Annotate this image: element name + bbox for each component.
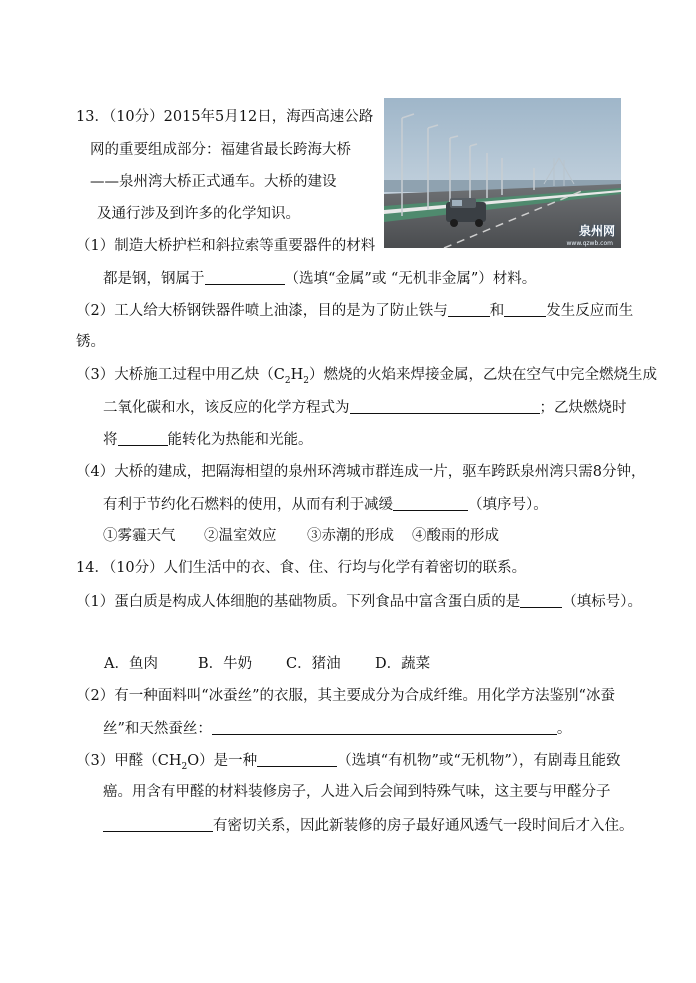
q14-part2-line1: （2）有一种面料叫“冰蚕丝”的衣服，其主要成分为合成纤维。用化学方法鉴别“冰蚕	[76, 688, 615, 704]
q13-part3-line1	[76, 366, 657, 390]
q13-part4-text-a: 有利于节约化石燃料的使用，从而有利于减缓	[103, 497, 393, 513]
q14-part1-text-a: （1）蛋白质是构成人体细胞的基础物质。下列食品中富含蛋白质的是	[76, 594, 521, 610]
answer-blank-10[interactable]	[103, 816, 213, 832]
option-1[interactable]: ①雾霾天气	[103, 528, 176, 544]
q13-part3-text-b: ）燃烧的火焰来焊接金属，乙炔在空气中完全燃烧生成	[308, 367, 657, 383]
choice-b[interactable]: B．牛奶	[198, 656, 253, 672]
q13-part3-text-c: 二氧化碳和水，该反应的化学方程式为	[103, 400, 350, 416]
q13-part2-line2: 锈。	[76, 334, 105, 350]
q14-part3-text-b: O）是一种	[187, 753, 258, 769]
q13-part4-line1: （4）大桥的建成，把隔海相望的泉州环湾城市群连成一片，驱车跨跃泉州湾只需8分钟，	[76, 464, 646, 480]
q13-part3-text-e: 将	[103, 432, 118, 448]
q13-part3-line3	[103, 430, 313, 449]
q14-part1-text-b: （填标号）。	[562, 594, 642, 610]
q13-part2-text-a: （2）工人给大桥钢铁器件喷上油漆，目的是为了防止铁与	[76, 303, 448, 319]
q13-line4: 及通行涉及到许多的化学知识。	[97, 206, 300, 222]
q13-part3-text-f: 能转化为热能和光能。	[167, 432, 313, 448]
bridge-photo	[384, 98, 621, 248]
q14-part3-text-d: 有密切关系，因此新装修的房子最好通风透气一段时间后才入住。	[213, 818, 634, 834]
q14-choices	[104, 655, 430, 673]
q13-part3-line2	[103, 398, 627, 417]
answer-blank-4[interactable]	[350, 398, 540, 414]
q13-part1-line2	[103, 269, 536, 288]
answer-blank-1[interactable]	[205, 269, 285, 285]
answer-blank-8[interactable]	[212, 719, 557, 735]
option-3[interactable]: ③赤潮的形成	[307, 528, 394, 544]
q14-part2-line2	[103, 719, 571, 738]
q13-part2-text-b: 和	[489, 303, 505, 319]
subscript-2a: 2	[284, 375, 291, 386]
subscript-2b: 2	[303, 375, 309, 386]
formula-h: H	[290, 367, 304, 383]
q13-part3-text-d: ；乙炔燃烧时	[539, 400, 627, 416]
q13-part4-line2	[103, 495, 548, 514]
answer-blank-5[interactable]	[118, 430, 168, 446]
answer-blank-3[interactable]	[504, 301, 546, 317]
answer-blank-7[interactable]	[520, 592, 562, 608]
q14-part3-line2: 癌。用含有甲醛的材料装修房子，人进入后会闻到特殊气味，这主要与甲醛分子	[103, 784, 611, 800]
q14-part3-line1	[76, 751, 621, 776]
subscript-2c: 2	[181, 761, 188, 772]
answer-blank-9[interactable]	[257, 751, 337, 767]
q13-line1: 13．（10分）2015年5月12日，海西高速公路	[76, 109, 374, 125]
q13-part3-text-a: （3）大桥施工过程中用乙炔（C	[76, 367, 285, 383]
choice-c[interactable]: C．猪油	[286, 656, 341, 672]
q13-line3: ——泉州湾大桥正式通车。大桥的建设	[90, 174, 337, 190]
choice-a[interactable]: A．鱼肉	[104, 656, 158, 672]
q14-part2-text-b: 。	[556, 721, 572, 737]
option-4[interactable]: ④酸雨的形成	[412, 528, 499, 544]
q13-part4-text-b: （填序号）。	[468, 497, 548, 513]
q13-part1-text-b: （选填“金属”或 “无机非金属”）材料。	[284, 271, 537, 287]
watermark-url: www.qzwb.com	[566, 240, 613, 247]
q14-line1: 14．（10分）人们生活中的衣、食、住、行均与化学有着密切的联系。	[76, 560, 527, 576]
q14-part3-text-a: （3）甲醛（CH	[76, 753, 182, 769]
q13-part1-line1: （1）制造大桥护栏和斜拉索等重要器件的材料	[76, 238, 376, 254]
q13-line2: 网的重要组成部分：福建省最长跨海大桥	[90, 142, 351, 158]
answer-blank-6[interactable]	[393, 495, 468, 511]
q13-options	[103, 527, 499, 545]
q13-part2-text-c: 发生反应而生	[546, 303, 634, 319]
choice-d[interactable]: D．蔬菜	[375, 656, 431, 672]
q13-part1-text-a: 都是钢，钢属于	[103, 271, 205, 287]
q13-part2-line1	[76, 301, 633, 320]
q14-part3-line3	[103, 816, 634, 835]
option-2[interactable]: ②温室效应	[204, 528, 277, 544]
watermark-text: 泉州网	[578, 224, 615, 238]
q14-part2-text-a: 丝”和天然蚕丝：	[103, 721, 212, 737]
q14-part1-line1	[76, 592, 642, 611]
answer-blank-2[interactable]	[448, 301, 490, 317]
q14-part3-text-c: （选填“有机物”或“无机物”），有剧毒且能致	[337, 753, 621, 769]
